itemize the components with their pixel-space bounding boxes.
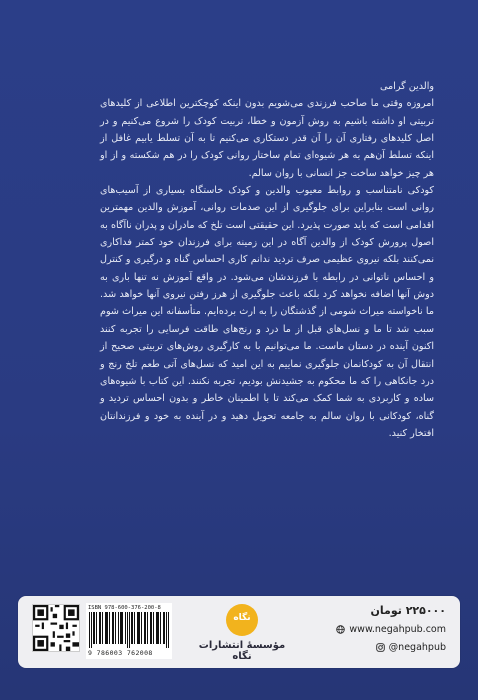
isbn-text: ISBN 978-600-376-200-8	[88, 605, 161, 611]
publisher-name: مؤسسهٔ انتشارات نگاه	[198, 640, 286, 662]
website	[336, 624, 446, 635]
negah-logo-icon	[226, 604, 258, 636]
blurb-paragraph-2: کودکی نامتناسب و روابط معیوب والدین و کودک خاستگاه بسیاری از آسیب‌های روانی است بنابراین برای جلوگیری از این صدمات روانی، آموزش والدین مهمترین اقدامی است که باید صورت پذیرد. این حقیقتی است تلخ که مادران و پدران ناآگاه به اصول پرورش کودک از والدین آگاه در این زمینه برای فرزندان خود کمتر فداکاری نمی‌کنند بلکه نیروی عظیمی صرف تردید ندانم کاری احساس گناه و درگیری و کنترل و احساس ناتوانی در رابطه با فرزندشان می‌شود. در واقع آموزش نه تنها باری به دوش آنها اضافه نخواهد کرد بلکه باعث جلوگیری از هرز رفتن نیروی آنها خواهد شد. ما ناخواسته میراث شومی از گذشتگان را به ارث برده‌ایم. متأسفانه این میراث شوم سبب شد تا ما و نسل‌های قبل از ما درد و رنج‌های طاقت فرسایی را تجربه کنند اکنون آینده در دستان ماست. ما می‌توانیم با به کارگیری روش‌های تربیتی صحیح از انتقال آن به کودکانمان جلوگیری نماییم به این امید که نسل‌های آتی طعم تلخ رنج و درد جانکاهی را که ما محکوم به جشیدنش بودیم، تجربه نکنند. این کتاب با شیوه‌های ساده و کاربردی به شما کمک می‌کند تا با اطمینان خاطر و بدون احساس تردید و گناه، کودکانی با روان سالم به جامعه تحویل دهید و در آینده به خود و فرزندانتان افتخار کنید.	[100, 185, 434, 439]
blurb-paragraph-1: امروزه وقتی ما صاحب فرزندی می‌شویم بدون اینکه کوچکترین اطلاعی از کلیدهای تربیتی او داشته باشیم به روش آزمون و خطا، تربیت کودک را شروع می‌کنیم و در اصل کلیدهای رفتاری آن را آن قدر دستکاری می‌کنیم تا به آن تسلط یابیم غافل از اینکه تسلط آن‌هم به هر شیوه‌ای تمام ساختار روانی کودک را در هم شکسته و از او هر چیز خواهد ساخت جز انسانی با روان سالم.	[100, 98, 434, 179]
instagram	[376, 642, 446, 653]
qr-code-icon	[33, 605, 79, 651]
instagram-handle: @negahpub	[388, 642, 446, 653]
info-strip	[18, 596, 460, 668]
barcode-icon	[88, 612, 170, 648]
logo-text: نگاه	[233, 613, 251, 623]
publisher-logo	[196, 602, 288, 662]
blurb-text	[100, 78, 434, 442]
barcode	[86, 603, 172, 659]
qr-code	[32, 604, 80, 652]
barcode-number: 9 786003 762008	[88, 649, 153, 657]
website-url: www.negahpub.com	[349, 624, 446, 635]
price: ۲۲۵۰۰۰ تومان	[370, 604, 446, 617]
greeting: والدین گرامی	[380, 81, 434, 92]
instagram-icon	[376, 643, 385, 652]
globe-icon	[336, 625, 345, 634]
